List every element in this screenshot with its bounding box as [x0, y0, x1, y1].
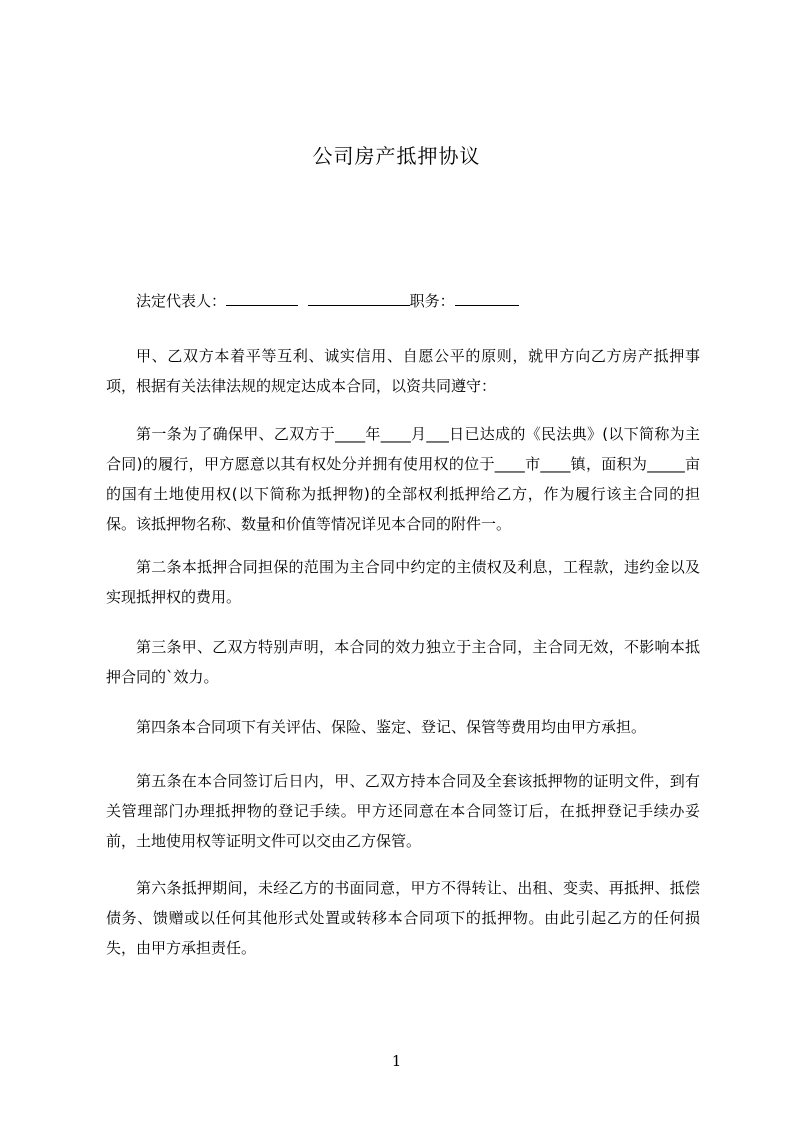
position-label: 职务：: [409, 292, 455, 310]
article-5-paragraph: 第五条在本合同签订后日内，甲、乙双方持本合同及全套该抵押物的证明文件，到有关管理部门办理抵押物的登记手续。甲方还同意在本合同签订后，在抵押登记手续办妥前，土地使用权等证明文件可以交由乙方保管。: [106, 772, 700, 850]
page-number: 1: [391, 1052, 402, 1070]
article-6-paragraph: 第六条抵押期间，未经乙方的书面同意，甲方不得转让、出租、变卖、再抵押、抵偿债务、馈赠或以任何其他形式处置或转移本合同项下的抵押物。由此引起乙方的任何损失，由甲方承担责任。: [106, 879, 700, 957]
article-4-paragraph: 第四条本合同项下有关评估、保险、鉴定、登记、保管等费用均由甲方承担。: [136, 718, 647, 736]
document-title: 公司房产抵押协议: [312, 144, 481, 168]
article-1-paragraph: 第一条为了确保甲、乙双方于____年____月___日已达成的《民法典》(以下简称为主合同)的履行，甲方愿意以其有权处分并拥有使用权的位于____市____镇，面积为_____亩的国有土地使用权(以下简称为抵押物)的全部权利抵押给乙方，作为履行该主合同的担保。该抵押物名称、数量和价值等情况详见本合同的附件一。: [106, 425, 700, 533]
article-2-paragraph: 第二条本抵押合同担保的范围为主合同中约定的主债权及利息，工程款，违约金以及实现抵押权的费用。: [106, 558, 700, 606]
preamble-paragraph: 甲、乙双方本着平等互利、诚实信用、自愿公平的原则，就甲方向乙方房产抵押事项，根据有关法律法规的规定达成本合同，以资共同遵守：: [106, 347, 700, 395]
representative-signature-blank: [308, 289, 410, 306]
representative-label: 法定代表人：: [136, 292, 227, 310]
position-blank: [455, 289, 519, 306]
representative-name-blank: [226, 289, 298, 306]
article-3-paragraph: 第三条甲、乙双方特别声明，本合同的效力独立于主合同，主合同无效，不影响本抵押合同的`效力。: [106, 638, 700, 686]
representative-line: [136, 286, 519, 316]
